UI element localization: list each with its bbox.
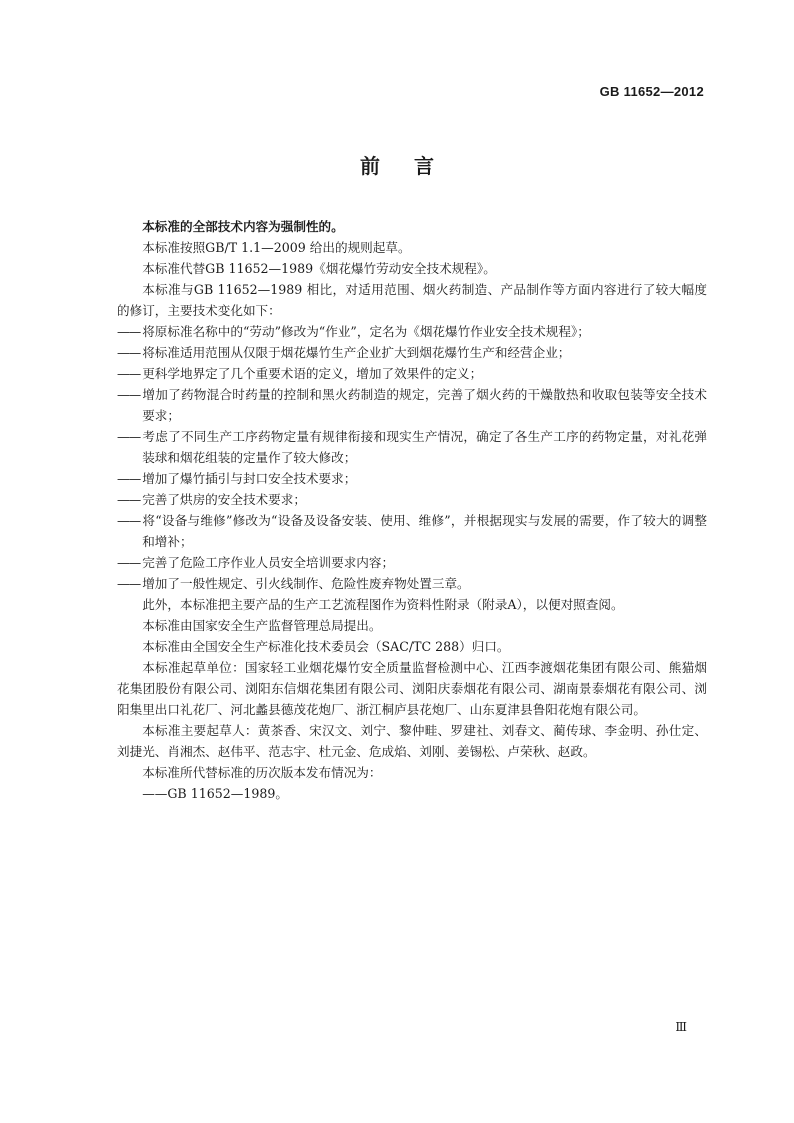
dash-marker: ——	[117, 387, 141, 402]
change-item-text: 完善了烘房的安全技术要求；	[142, 492, 306, 507]
dash-marker: ——	[117, 366, 141, 381]
page-number: Ⅲ	[675, 1020, 687, 1034]
drafters-paragraph: 本标准主要起草人：黄茶香、宋汉文、刘宁、黎仲畦、罗建社、刘春文、蔺传球、李金明、孙仕定、刘捷光、肖湘杰、赵伟平、范志宇、杜元金、危成焰、刘刚、姜锡松、卢荣秋、赵政。	[117, 723, 707, 759]
change-item-text: 将原标准名称中的“劳动”修改为“作业”，定名为《烟花爆竹作业安全技术规程》；	[142, 324, 590, 339]
change-item	[117, 384, 707, 426]
dash-marker: ——	[117, 324, 141, 339]
dash-marker: ——	[117, 471, 141, 486]
dash-marker: ——	[117, 555, 141, 570]
standard-code: GB 11652—2012	[599, 84, 704, 99]
change-item	[117, 552, 707, 573]
dash-marker: ——	[117, 429, 141, 444]
change-item	[117, 321, 707, 342]
foreword-body	[117, 216, 707, 804]
previous-version-item	[117, 783, 707, 804]
drafting-rules-paragraph: 本标准按照GB/T 1.1—2009 给出的规则起草。	[142, 240, 411, 255]
change-item-text: 考虑了不同生产工序药物定量有规律衔接和现实生产情况，确定了各生产工序的药物定量，对礼花弹装球和烟花组装的定量作了较大修改；	[142, 429, 707, 465]
dash-marker: ——	[117, 513, 141, 528]
mandatory-statement: 本标准的全部技术内容为强制性的。	[142, 219, 344, 234]
appendix-paragraph: 此外，本标准把主要产品的生产工艺流程图作为资料性附录（附录A），以便对照查阅。	[142, 597, 624, 612]
proposer-paragraph: 本标准由国家安全生产监督管理总局提出。	[142, 618, 382, 633]
change-item-text: 将标准适用范围从仅限于烟花爆竹生产企业扩大到烟花爆竹生产和经营企业；	[142, 345, 571, 360]
dash-marker: ——	[142, 786, 168, 801]
replaces-paragraph: 本标准代替GB 11652—1989《烟花爆竹劳动安全技术规程》。	[142, 261, 496, 276]
drafting-units-paragraph: 本标准起草单位：国家轻工业烟花爆竹安全质量监督检测中心、江西李渡烟花集团有限公司、熊猫烟花集团股份有限公司、浏阳东信烟花集团有限公司、浏阳庆泰烟花有限公司、湖南景泰烟花有限公司、浏阳集里出口礼花厂、河北蠡县德茂花炮厂、浙江桐庐县花炮厂、山东夏津县鲁阳花炮有限公司。	[117, 660, 707, 717]
dash-marker: ——	[117, 576, 141, 591]
dash-marker: ——	[117, 492, 141, 507]
centralized-by-paragraph: 本标准由全国安全生产标准化技术委员会（SAC/TC 288）归口。	[142, 639, 510, 654]
change-item-text: 增加了爆竹插引与封口安全技术要求；	[142, 471, 357, 486]
change-item-text: 增加了一般性规定、引火线制作、危险性废弃物处置三章。	[142, 576, 470, 591]
change-item-text: 更科学地界定了几个重要术语的定义，增加了效果件的定义；	[142, 366, 483, 381]
change-item	[117, 426, 707, 468]
change-item	[117, 363, 707, 384]
change-item	[117, 342, 707, 363]
change-item	[117, 573, 707, 594]
change-item	[117, 468, 707, 489]
change-item	[117, 510, 707, 552]
previous-version-text: GB 11652—1989。	[167, 786, 288, 801]
change-item	[117, 489, 707, 510]
dash-marker: ——	[117, 345, 141, 360]
changes-intro-paragraph: 本标准与GB 11652—1989 相比，对适用范围、烟火药制造、产品制作等方面内容进行了较大幅度的修订，主要技术变化如下：	[117, 282, 707, 318]
previous-versions-intro: 本标准所代替标准的历次版本发布情况为：	[142, 765, 382, 780]
change-item-text: 增加了药物混合时药量的控制和黑火药制造的规定，完善了烟火药的干燥散热和收取包装等安全技术要求；	[142, 387, 707, 423]
page-title: 前言	[360, 154, 468, 178]
change-item-text: 将“设备与维修”修改为“设备及设备安装、使用、维修”，并根据现实与发展的需要，作了较大的调整和增补；	[142, 513, 707, 549]
change-item-text: 完善了危险工序作业人员安全培训要求内容；	[142, 555, 395, 570]
